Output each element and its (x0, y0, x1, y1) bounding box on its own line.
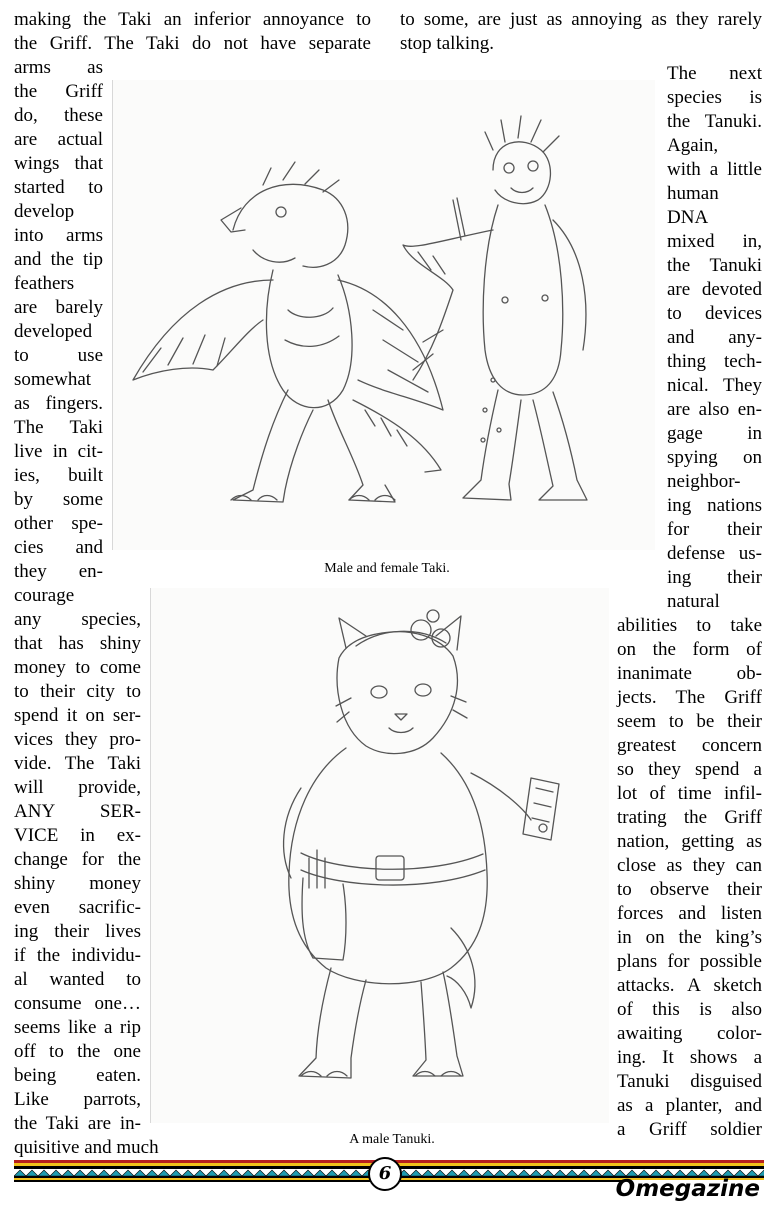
article-line: being eaten. (14, 1065, 141, 1086)
article-line: on the form of (617, 639, 762, 660)
article-line: even sacrific- (14, 897, 141, 918)
article-line: Tanuki disguised (617, 1071, 762, 1092)
article-line: any species, (14, 609, 141, 630)
tanuki-illustration (150, 588, 609, 1123)
article-line: off to the one (14, 1041, 141, 1062)
article-line: that has shiny (14, 633, 141, 654)
article-line: in on the king’s (617, 927, 762, 948)
article-line: developed (14, 321, 93, 342)
article-line: stop talking. (400, 33, 494, 54)
article-line: ANY SER- (14, 801, 141, 822)
article-line: al wanted to (14, 969, 141, 990)
article-line: develop (14, 201, 75, 222)
article-line: nation, getting as (617, 831, 762, 852)
article-line: and any- (667, 327, 762, 348)
article-line: lot of time infil- (617, 783, 762, 804)
article-line: for their (667, 519, 762, 540)
article-line: cies and (14, 537, 103, 558)
article-line: into arms (14, 225, 103, 246)
article-line: seems like a rip (14, 1017, 141, 1038)
article-line: are devoted (667, 279, 762, 300)
article-line: spying on (667, 447, 762, 468)
article-line: to some, are just as annoying as they rarely (400, 9, 762, 30)
taki-sketch (113, 80, 655, 550)
article-line: to their city to (14, 681, 141, 702)
article-line: VICE in ex- (14, 825, 141, 846)
article-line: awaiting color- (617, 1023, 762, 1044)
article-line: feathers (14, 273, 75, 294)
article-line: the Tanuki (667, 255, 762, 276)
article-line: are barely (14, 297, 103, 318)
article-line: shiny money (14, 873, 141, 894)
page-number: 6 (368, 1157, 402, 1191)
article-line: a Griff soldier (617, 1119, 762, 1140)
article-line: Again, (667, 135, 719, 156)
article-line: ing. It shows a (617, 1047, 762, 1068)
article-line: greatest concern (617, 735, 762, 756)
article-line: seem to be their (617, 711, 762, 732)
article-line: do, these (14, 105, 103, 126)
tanuki-caption: A male Tanuki. (349, 1132, 435, 1147)
article-line: The next (667, 63, 762, 84)
article-line: trating the Griff (617, 807, 762, 828)
article-line: the Tanuki. (667, 111, 762, 132)
article-line: the Griff (14, 81, 103, 102)
article-line: making the Taki an inferior annoyance to (14, 9, 371, 30)
article-line: gage in (667, 423, 762, 444)
article-line: with a little (667, 159, 762, 180)
article-line: quisitive and much (14, 1137, 159, 1158)
article-line: vide. The Taki (14, 753, 141, 774)
article-line: are also en- (667, 399, 762, 420)
article-line: are actual (14, 129, 103, 150)
article-line: plans for possible (617, 951, 762, 972)
article-line: defense us- (667, 543, 762, 564)
article-line: the Griff. The Taki do not have separate (14, 33, 371, 54)
article-line: attacks. A sketch (617, 975, 762, 996)
article-line: to devices (667, 303, 762, 324)
article-line: ies, built (14, 465, 103, 486)
article-line: forces and listen (617, 903, 762, 924)
article-line: as fingers. (14, 393, 103, 414)
article-line: Like parrots, (14, 1089, 141, 1110)
article-line: The Taki (14, 417, 103, 438)
article-line: mixed in, (667, 231, 762, 252)
article-line: will provide, (14, 777, 141, 798)
article-line: somewhat (14, 369, 92, 390)
article-line: wings that (14, 153, 103, 174)
article-line: the Taki are in- (14, 1113, 141, 1134)
article-line: if the individu- (14, 945, 141, 966)
article-line: to observe their (617, 879, 762, 900)
article-line: other spe- (14, 513, 103, 534)
article-line: vices they pro- (14, 729, 141, 750)
article-line: ing their (667, 567, 762, 588)
article-line: jects. The Griff (617, 687, 762, 708)
article-line: ing their lives (14, 921, 141, 942)
article-line: close as they can (617, 855, 762, 876)
article-line: consume one… (14, 993, 141, 1014)
article-line: nical. They (667, 375, 762, 396)
article-line: they en- (14, 561, 103, 582)
article-line: live in cit- (14, 441, 103, 462)
article-line: abilities to take (617, 615, 762, 636)
article-line: human (667, 183, 719, 204)
article-line: of this is also (617, 999, 762, 1020)
article-line: by some (14, 489, 103, 510)
article-line: natural (667, 591, 720, 612)
article-line: money to come (14, 657, 141, 678)
article-line: to use (14, 345, 103, 366)
article-line: and the tip (14, 249, 103, 270)
taki-illustration (112, 80, 655, 550)
tanuki-sketch (151, 588, 609, 1123)
article-line: ing nations (667, 495, 762, 516)
article-line: change for the (14, 849, 141, 870)
article-line: DNA (667, 207, 709, 228)
article-line: arms as (14, 57, 103, 78)
article-line: thing tech- (667, 351, 762, 372)
article-line: courage (14, 585, 75, 606)
article-line: started to (14, 177, 103, 198)
article-line: spend it on ser- (14, 705, 141, 726)
article-line: so they spend a (617, 759, 762, 780)
article-line: neighbor- (667, 471, 741, 492)
article-line: inanimate ob- (617, 663, 762, 684)
magazine-title: Omegazine (615, 1176, 760, 1202)
taki-caption: Male and female Taki. (324, 561, 450, 576)
article-line: as a planter, and (617, 1095, 762, 1116)
article-line: species is (667, 87, 762, 108)
